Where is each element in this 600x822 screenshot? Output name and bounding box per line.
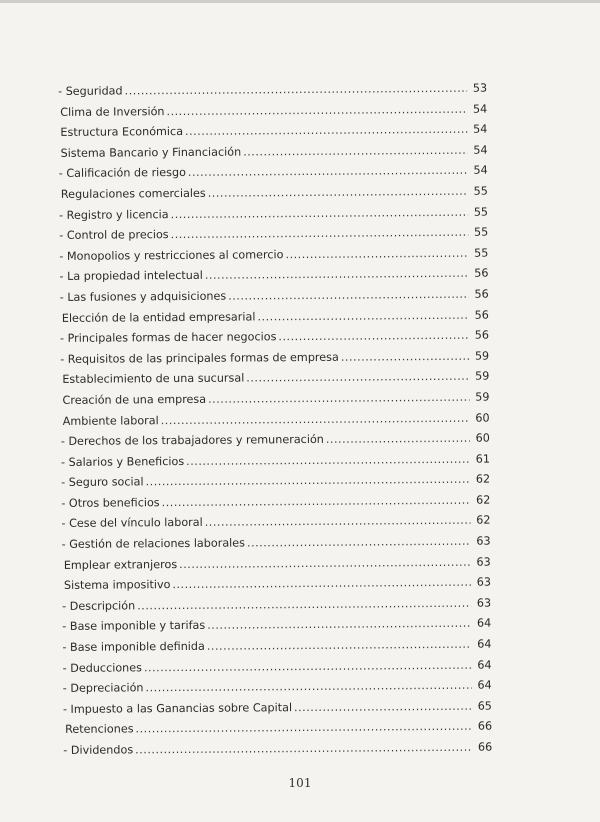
dot-leader [125, 79, 468, 102]
dot-leader [135, 738, 472, 761]
dot-leader [137, 594, 471, 617]
toc-entry-label: - Base imponible definida [62, 639, 205, 654]
toc-entry-label: - Descripción [62, 599, 136, 613]
toc-entry-page: 66 [477, 719, 493, 734]
toc-entry-page: 63 [476, 575, 491, 589]
toc-entry-label: - Seguro social [61, 475, 144, 490]
dot-leader [278, 326, 469, 348]
dot-leader [161, 408, 470, 431]
dot-leader [135, 717, 472, 740]
toc-entry-label: - Registro y licencia [58, 207, 169, 222]
dot-leader [207, 635, 472, 658]
toc-entry-label: Estructura Económica [60, 125, 184, 140]
toc-entry-label: - Gestión de relaciones laborales [61, 536, 246, 552]
dot-leader [207, 614, 471, 637]
toc-entry-label: - Cese del vínculo laboral [61, 516, 203, 531]
dot-leader [162, 491, 471, 514]
dot-leader [144, 655, 472, 678]
toc-entry-label: - Base imponible y tarifas [62, 619, 206, 634]
dot-leader [185, 120, 468, 143]
toc-entry [57, 738, 492, 762]
toc-entry-label: - Seguridad [58, 84, 123, 98]
toc-entry-page: 55 [474, 246, 489, 260]
toc-entry-page: 59 [475, 369, 490, 383]
toc-entry-page: 64 [477, 637, 492, 651]
toc-entry-label: - Depreciación [62, 681, 144, 696]
toc-entry-page: 56 [474, 287, 489, 301]
dot-leader [243, 141, 468, 163]
dot-leader [205, 511, 471, 534]
toc-entry-label: Creación de una empresa [62, 392, 207, 407]
page-number: 101 [288, 776, 312, 790]
dot-leader [208, 182, 468, 205]
toc-entry-label: Sistema impositivo [63, 578, 171, 593]
dot-leader [285, 243, 468, 265]
toc-entry-page: 65 [477, 699, 492, 713]
dot-leader [208, 388, 470, 411]
toc-entry-page: 54 [473, 163, 488, 178]
toc-entry-label: Sistema Bancario y Financiación [60, 145, 242, 160]
dot-leader [171, 202, 469, 225]
toc-entry-label: - Las fusiones y adquisiciones [59, 289, 227, 304]
dot-leader [171, 223, 469, 246]
toc-entry-page: 63 [476, 534, 491, 548]
table-of-contents [52, 79, 492, 762]
toc-entry-page: 56 [474, 308, 489, 322]
dot-leader [205, 264, 469, 287]
toc-entry-page: 56 [474, 328, 490, 342]
toc-entry-label: Regulaciones comerciales [60, 186, 206, 201]
toc-entry-page: 64 [476, 617, 492, 631]
dot-leader [246, 367, 469, 389]
toc-entry-label: Ambiente laboral [62, 413, 159, 428]
dot-leader [257, 305, 469, 327]
toc-entry-label: Elección de la entidad empresarial [61, 309, 256, 325]
dot-leader [188, 161, 468, 184]
toc-entry-label: Clima de Inversión [60, 104, 165, 119]
toc-entry-label: - Salarios y Beneficios [60, 454, 185, 469]
toc-entry-label: - Impuesto a las Ganancias sobre Capital [62, 700, 293, 716]
dot-leader [186, 449, 470, 472]
toc-entry-page: 53 [472, 81, 488, 95]
dot-leader [228, 285, 469, 307]
dot-leader [179, 552, 471, 575]
dot-leader [145, 676, 471, 699]
toc-entry-page: 63 [476, 555, 491, 569]
toc-entry-page: 62 [476, 514, 491, 528]
toc-entry-page: 59 [475, 390, 490, 404]
toc-entry-label: - Otros beneficios [61, 496, 160, 510]
toc-entry-label: - Dividendos [63, 743, 134, 757]
toc-entry-page: 63 [476, 596, 492, 610]
toc-entry-label: - Requisitos de las principales formas de empresa [60, 350, 339, 366]
dot-leader [145, 470, 470, 493]
toc-entry-page: 60 [475, 411, 490, 425]
toc-entry-label: - Deducciones [62, 660, 142, 675]
toc-entry-label: - La propiedad intelectual [59, 269, 203, 284]
toc-entry-label: - Principales formas de hacer negocios [59, 330, 277, 346]
toc-entry-label: - Derechos de los trabajadores y remuneración [60, 432, 324, 449]
dot-leader [341, 346, 470, 368]
toc-entry-page: 55 [473, 225, 489, 239]
dot-leader [247, 532, 471, 554]
toc-entry-page: 61 [475, 452, 491, 466]
toc-entry-page: 54 [472, 102, 488, 116]
toc-entry-page: 60 [475, 431, 490, 445]
dot-leader [166, 99, 467, 122]
dot-leader [172, 573, 471, 596]
toc-entry-page: 55 [473, 205, 489, 219]
dot-leader [326, 429, 470, 451]
page-top-edge [0, 0, 600, 3]
toc-entry-page: 56 [474, 266, 489, 281]
toc-entry-page: 64 [477, 678, 492, 692]
toc-entry-page: 59 [474, 349, 490, 363]
toc-entry-label: Emplear extranjeros [63, 557, 178, 572]
toc-entry-page: 62 [475, 472, 491, 486]
toc-entry-page: 64 [477, 658, 492, 672]
toc-entry-label: Establecimiento de una sucursal [62, 371, 245, 387]
toc-entry-label: - Calificación de riesgo [58, 166, 186, 181]
toc-entry-page: 54 [473, 143, 488, 157]
dot-leader [294, 697, 472, 719]
toc-entry-label: - Control de precios [59, 228, 169, 243]
toc-entry-page: 62 [475, 493, 491, 507]
toc-entry-page: 55 [473, 184, 488, 198]
toc-entry-label: Retenciones [65, 722, 134, 737]
toc-entry-page: 54 [473, 122, 488, 136]
toc-entry-page: 66 [477, 740, 493, 754]
toc-entry-label: - Monopolios y restricciones al comercio [59, 247, 284, 263]
